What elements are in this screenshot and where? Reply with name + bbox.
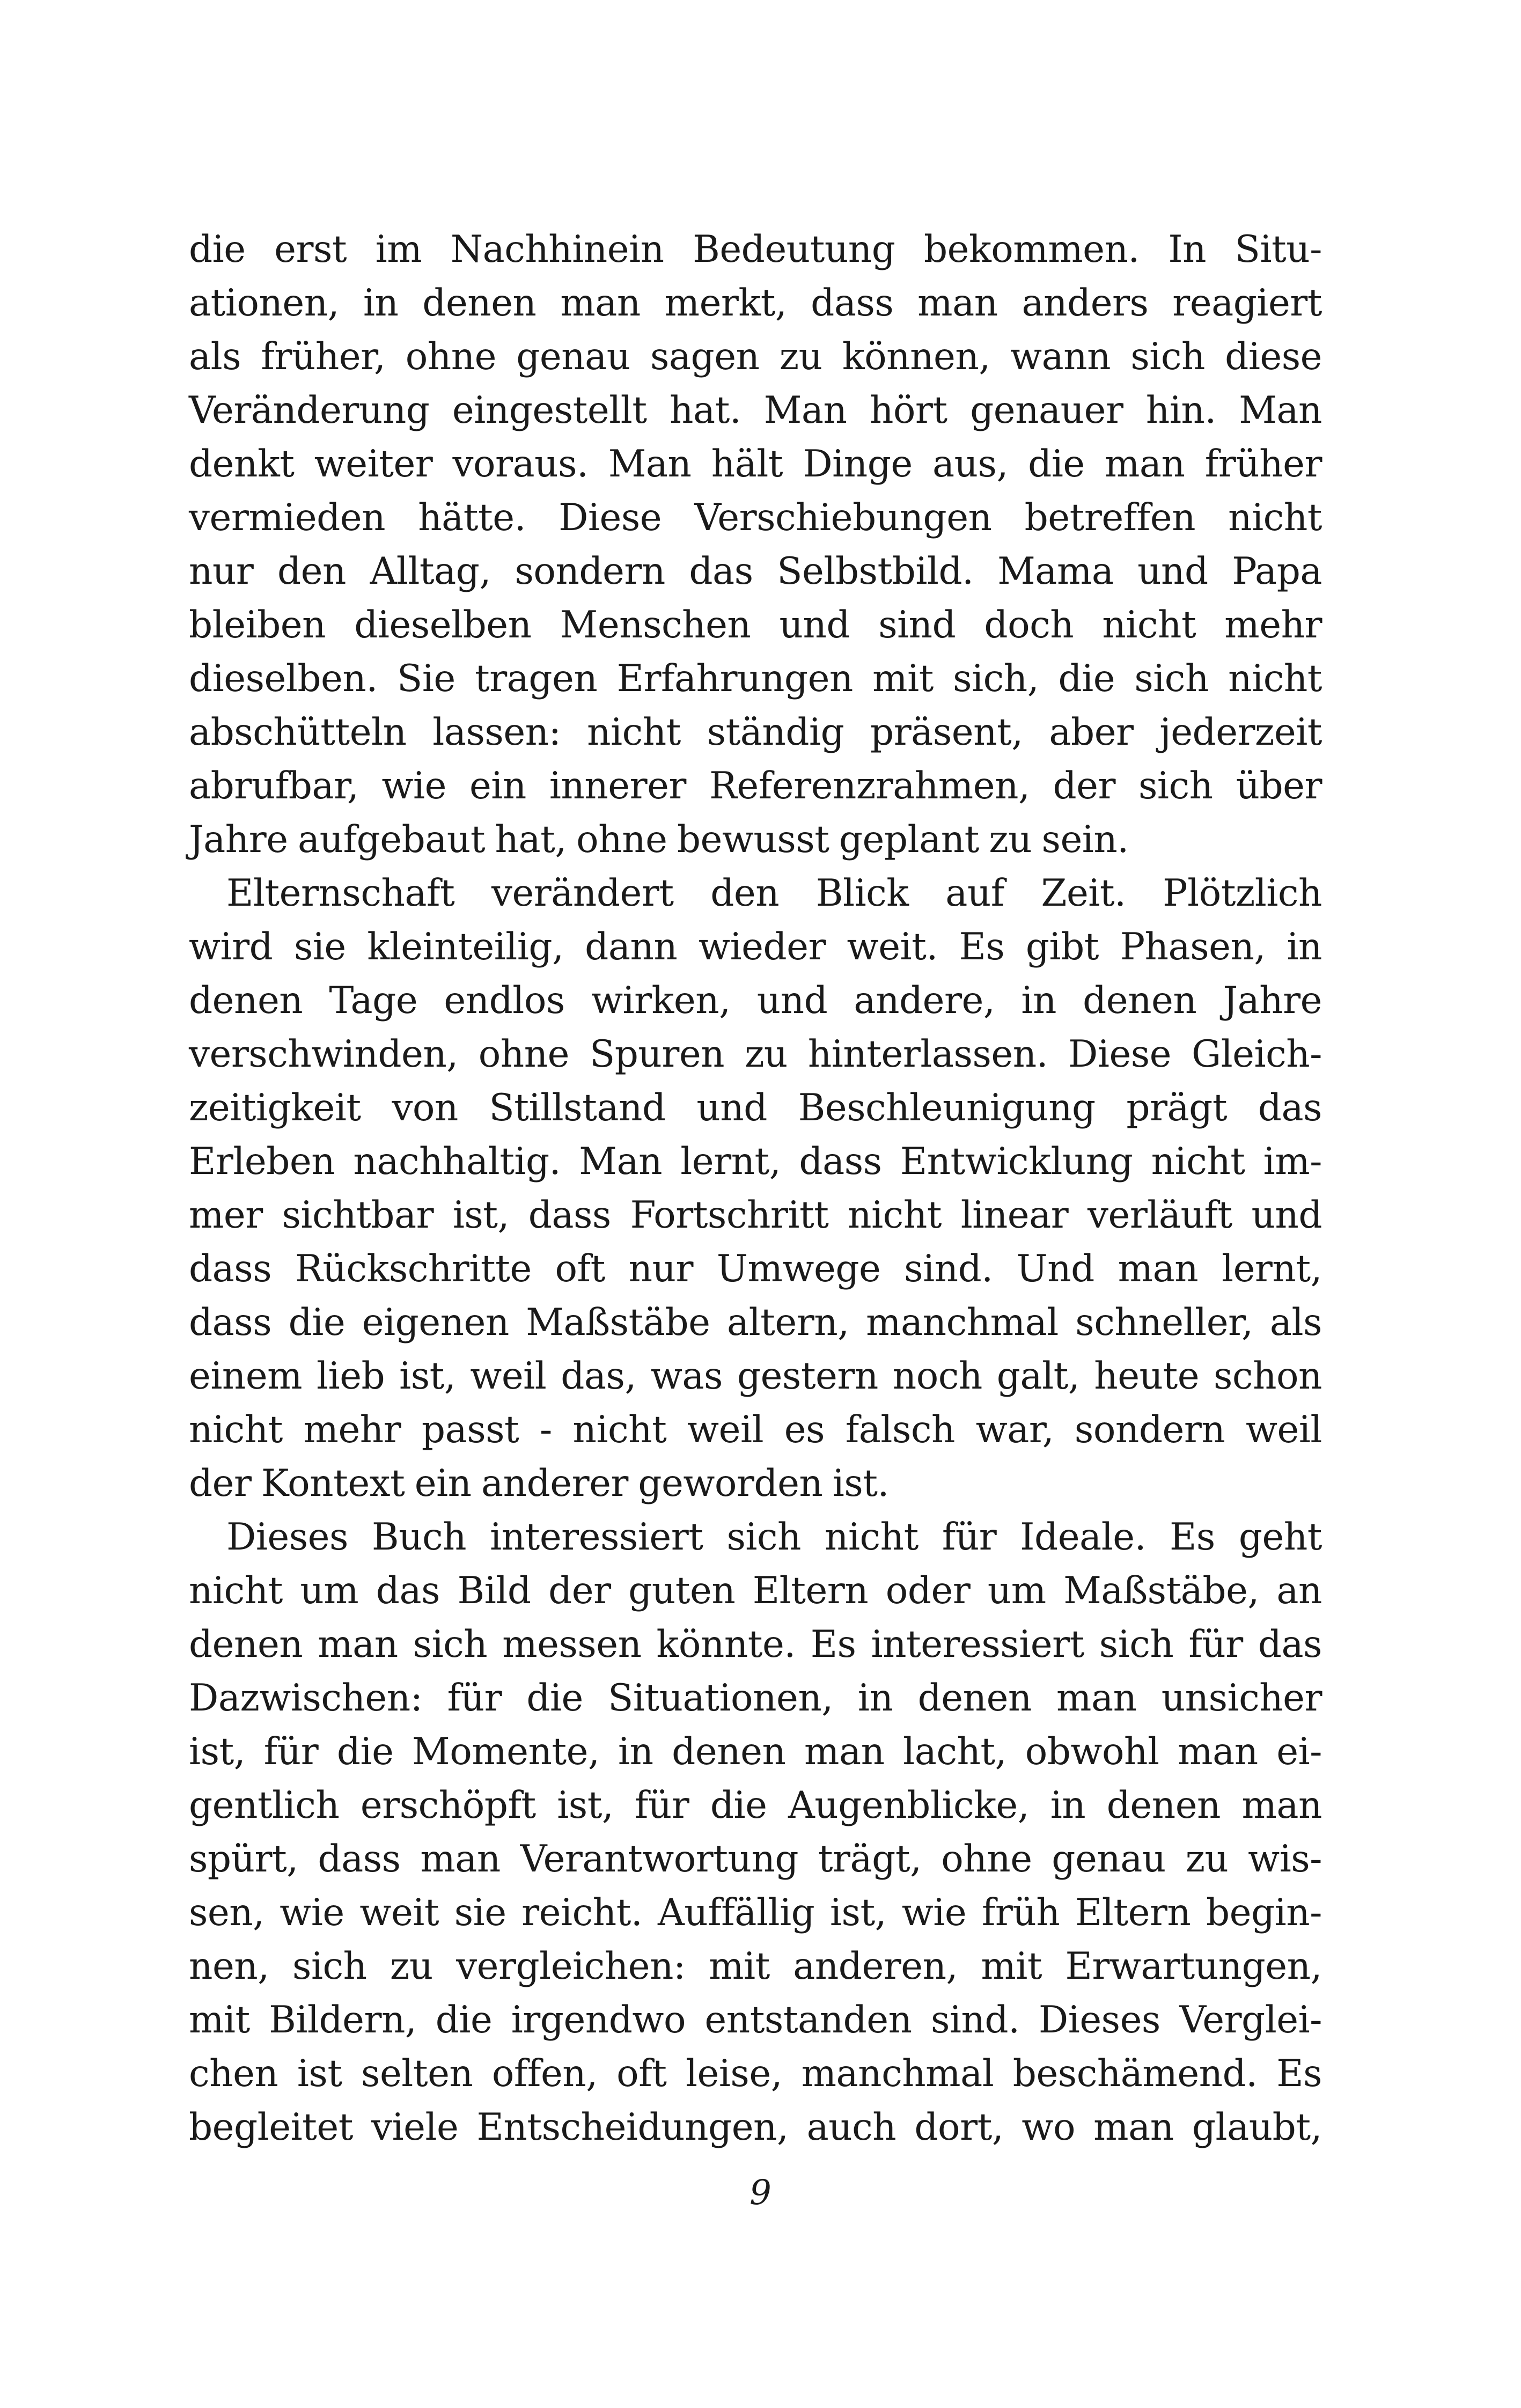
text-line: als früher, ohne genau sagen zu können, wann sich diese: [189, 335, 1322, 378]
text-line: dass die eigenen Maßstäbe altern, manchmal schneller, als: [189, 1301, 1322, 1344]
text-line: verschwinden, ohne Spuren zu hinterlassen. Diese Gleich-: [189, 1033, 1322, 1076]
text-line: Dazwischen: für die Situationen, in denen man unsicher: [189, 1677, 1322, 1720]
text-line: nur den Alltag, sondern das Selbstbild. Mama und Papa: [189, 550, 1322, 593]
text-line: Dieses Buch interessiert sich nicht für Ideale. Es geht: [226, 1516, 1322, 1559]
text-line: dass Rückschritte oft nur Umwege sind. Und man lernt,: [189, 1247, 1322, 1290]
text-line: nicht mehr passt - nicht weil es falsch war, sondern weil: [189, 1408, 1322, 1451]
text-line: nicht um das Bild der guten Eltern oder um Maßstäbe, an: [189, 1569, 1322, 1612]
text-line: denen Tage endlos wirken, und andere, in denen Jahre: [189, 979, 1322, 1022]
text-line: ist, für die Momente, in denen man lacht, obwohl man ei-: [189, 1730, 1322, 1773]
text-line: Erleben nachhaltig. Man lernt, dass Entwicklung nicht im-: [189, 1140, 1322, 1183]
text-line: begleitet viele Entscheidungen, auch dort, wo man glaubt,: [189, 2106, 1322, 2149]
text-line: denkt weiter voraus. Man hält Dinge aus, die man früher: [189, 443, 1322, 486]
text-line: gentlich erschöpft ist, für die Augenblicke, in denen man: [189, 1784, 1322, 1827]
text-line: spürt, dass man Verantwortung trägt, ohne genau zu wis-: [189, 1838, 1322, 1881]
text-line: chen ist selten offen, oft leise, manchmal beschämend. Es: [189, 2052, 1322, 2095]
text-line: abschütteln lassen: nicht ständig präsent, aber jederzeit: [189, 711, 1322, 754]
text-line: mer sichtbar ist, dass Fortschritt nicht linear verläuft und: [189, 1194, 1322, 1237]
text-line: vermieden hätte. Diese Verschiebungen betreffen nicht: [189, 496, 1322, 539]
text-line: Veränderung eingestellt hat. Man hört genauer hin. Man: [189, 389, 1322, 432]
text-line: Elternschaft verändert den Blick auf Zeit. Plötzlich: [226, 872, 1322, 915]
text-line: mit Bildern, die irgendwo entstanden sind. Dieses Verglei-: [189, 1999, 1322, 2042]
text-line: einem lieb ist, weil das, was gestern noch galt, heute schon: [189, 1355, 1322, 1398]
text-line: die erst im Nachhinein Bedeutung bekommen. In Situ-: [189, 228, 1322, 271]
text-line: dieselben. Sie tragen Erfahrungen mit sich, die sich nicht: [189, 657, 1322, 700]
body-text: [189, 223, 1322, 2154]
text-line: zeitigkeit von Stillstand und Beschleunigung prägt das: [189, 1086, 1322, 1129]
text-line: bleiben dieselben Menschen und sind doch nicht mehr: [189, 604, 1322, 647]
text-line: nen, sich zu vergleichen: mit anderen, mit Erwartungen,: [189, 1945, 1322, 1988]
text-line: denen man sich messen könnte. Es interessiert sich für das: [189, 1623, 1322, 1666]
text-line: sen, wie weit sie reicht. Auffällig ist, wie früh Eltern begin-: [189, 1891, 1322, 1934]
text-line: der Kontext ein anderer geworden ist.: [189, 1462, 889, 1505]
text-line: wird sie kleinteilig, dann wieder weit. Es gibt Phasen, in: [189, 926, 1322, 968]
text-line: ationen, in denen man merkt, dass man anders reagiert: [189, 282, 1322, 325]
text-line: Jahre aufgebaut hat, ohne bewusst geplant zu sein.: [189, 818, 1129, 861]
text-line: abrufbar, wie ein innerer Referenzrahmen, der sich über: [189, 765, 1322, 807]
page-number: 9: [750, 2173, 771, 2213]
